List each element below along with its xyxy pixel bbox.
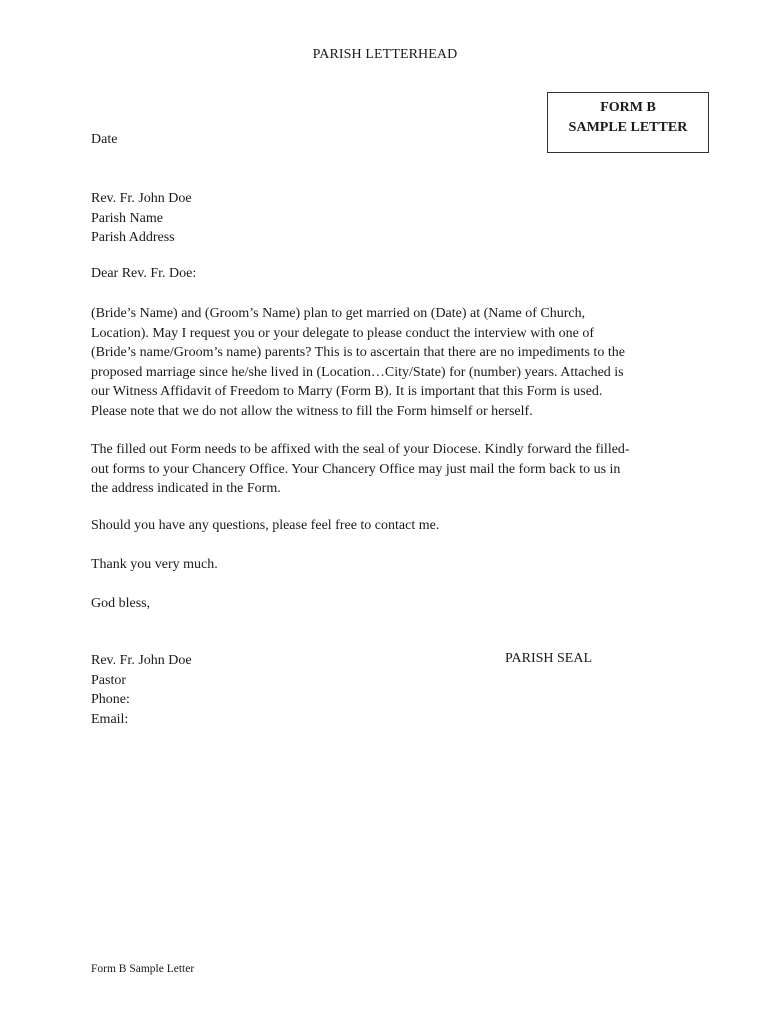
recipient-address: Parish Address — [91, 230, 175, 245]
closing: God bless, — [91, 596, 151, 611]
paragraph-questions: Should you have any questions, please feel free to contact me. — [91, 518, 440, 533]
paragraph-line: (Bride’s Name) and (Groom’s Name) plan to get married on (Date) at (Name of Church, — [91, 306, 586, 321]
parish-seal-label: PARISH SEAL — [505, 651, 593, 666]
paragraph-thanks: Thank you very much. — [91, 557, 218, 572]
paragraph-line: out forms to your Chancery Office. Your Chancery Office may just mail the form back to us in — [91, 461, 621, 477]
salutation: Dear Rev. Fr. Doe: — [91, 266, 197, 281]
paragraph-line: our Witness Affidavit of Freedom to Marry (Form B). It is important that this Form is used. — [91, 384, 603, 399]
paragraph-line: Location). May I request you or your delegate to please conduct the interview with one of — [91, 325, 595, 341]
signature-email: Email: — [91, 711, 129, 727]
form-label-line2: SAMPLE LETTER — [568, 120, 688, 135]
signature-title: Pastor — [91, 672, 126, 688]
paragraph-line: proposed marriage since he/she lived in (Location…City/State) for (number) years. Attached is — [91, 364, 624, 380]
signature-phone: Phone: — [91, 692, 130, 707]
date-label: Date — [91, 132, 118, 147]
paragraph-line: (Bride’s name/Groom’s name) parents? This is to ascertain that there are no impediments to the — [91, 345, 625, 360]
page-footer: Form B Sample Letter — [91, 963, 195, 975]
recipient-address-block — [91, 189, 192, 248]
letterhead: PARISH LETTERHEAD — [312, 47, 458, 62]
paragraph-line: the address indicated in the Form. — [91, 481, 281, 496]
paragraph-request — [91, 304, 681, 421]
paragraph-line: The filled out Form needs to be affixed with the seal of your Diocese. Kindly forward the filled- — [91, 442, 630, 457]
signature-block — [91, 651, 192, 729]
signature-name: Rev. Fr. John Doe — [91, 653, 192, 668]
paragraph-line: Please note that we do not allow the witness to fill the Form himself or herself. — [91, 403, 533, 419]
form-label-box — [547, 92, 709, 153]
paragraph-instructions — [91, 440, 681, 499]
form-label-line1: FORM B — [600, 100, 656, 115]
recipient-name: Rev. Fr. John Doe — [91, 191, 192, 206]
recipient-parish: Parish Name — [91, 210, 163, 226]
